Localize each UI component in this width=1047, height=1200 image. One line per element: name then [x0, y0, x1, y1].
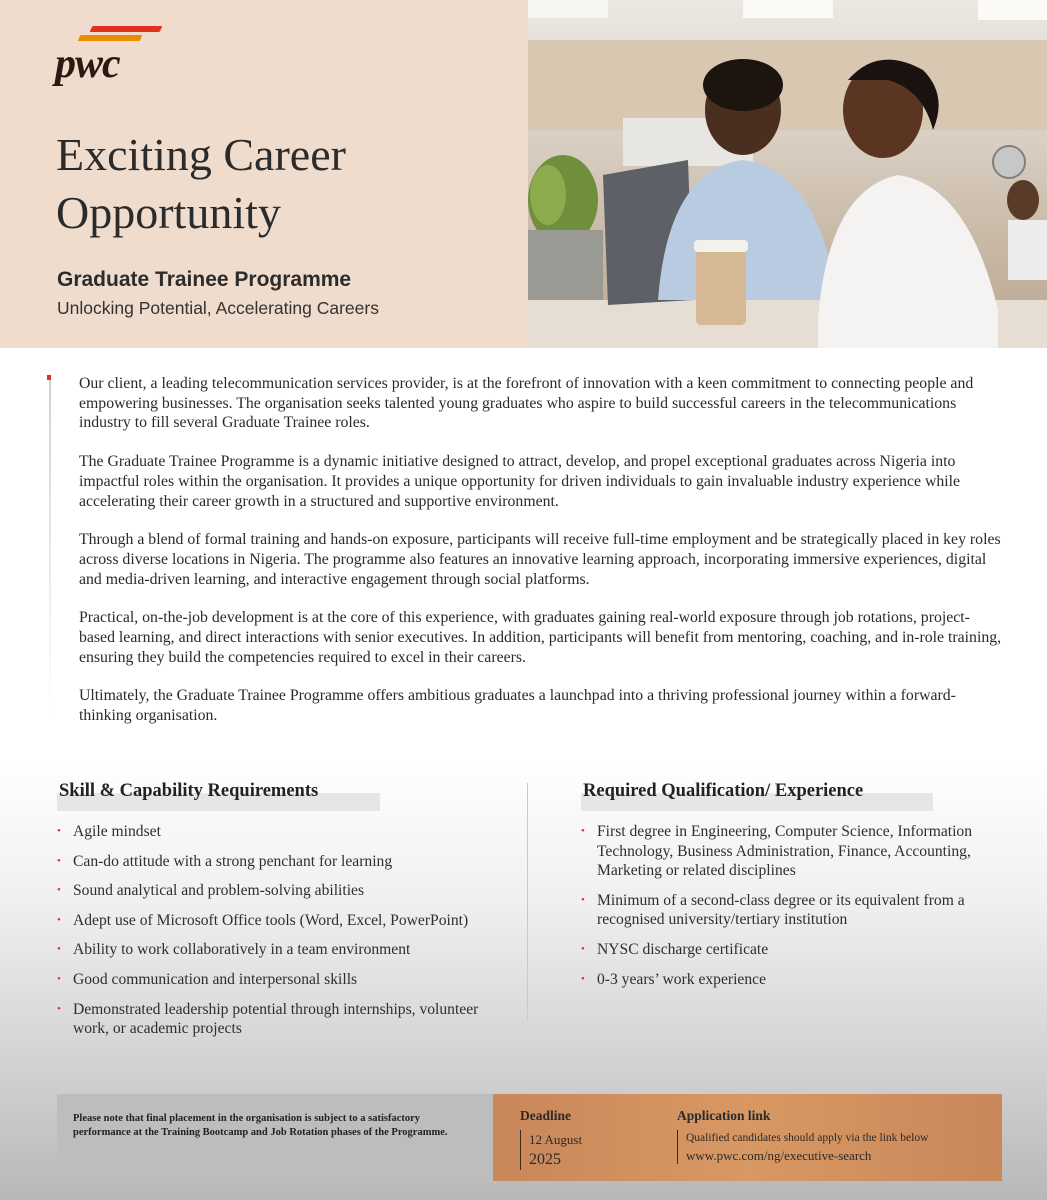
accent-line — [49, 376, 51, 716]
qualifications-list — [581, 822, 1011, 999]
list-item: • Agile mindset — [57, 822, 497, 842]
skills-list — [57, 822, 497, 1049]
placement-note: Please note that final placement in the organisation is subject to a satisfactory performance at the Training Bootcamp and Job Rotation phases of the Programme. — [73, 1113, 448, 1138]
hero-panel — [0, 0, 528, 348]
application-panel — [493, 1094, 1002, 1181]
list-item: • Ability to work collaboratively in a team environment — [57, 940, 497, 960]
intro-paragraph: The Graduate Trainee Programme is a dynamic initiative designed to attract, develop, and propel exceptional graduates across Nigeria into impactful roles within the organisation. It provides a unique opportunity for driven individuals to gain invaluable industry experience while accelerating their career growth in a structured and supportive environment. — [79, 453, 961, 510]
list-item: • 0-3 years’ work experience — [581, 970, 1011, 990]
column-divider — [527, 783, 528, 1021]
skills-heading: Skill & Capability Requirements — [57, 780, 380, 807]
list-item: • Good communication and interpersonal skills — [57, 970, 497, 990]
title-line-1: Exciting Career — [56, 129, 346, 180]
footer-bar — [57, 1094, 1002, 1181]
logo-red-bar — [90, 26, 163, 32]
intro-paragraph: Our client, a leading telecommunication services provider, is at the forefront of innovation with a keen commitment to connecting people and empowering businesses. The organisation seeks talented young graduates who aspire to build successful careers in the telecommunications industry to fill several Graduate Trainee roles. — [79, 375, 974, 432]
intro-paragraph: Ultimately, the Graduate Trainee Programme offers ambitious graduates a launchpad into a thriving professional journey within a forward-thinking organisation. — [79, 687, 956, 725]
tagline: Unlocking Potential, Accelerating Careers — [57, 298, 379, 318]
accent-marker — [47, 375, 51, 380]
list-item: • NYSC discharge certificate — [581, 940, 1011, 960]
intro-paragraph: Through a blend of formal training and hands-on exposure, participants will receive full-time employment and be strategically placed in key roles across diverse locations in Nigeria. The programme also features an innovative learning approach, incorporating immersive experiences, digital and media-driven learning, and interactive engagement through social platforms. — [79, 531, 1001, 588]
application-link[interactable]: www.pwc.com/ng/executive-search — [686, 1148, 872, 1163]
office-photo-illustration — [528, 0, 1047, 348]
hero-photo — [528, 0, 1047, 348]
pwc-logo — [55, 22, 165, 87]
list-item: • Demonstrated leadership potential through internships, volunteer work, or academic projects — [57, 1000, 497, 1039]
application-instruction: Qualified candidates should apply via the link below — [686, 1132, 929, 1144]
deadline-label: Deadline — [520, 1108, 572, 1123]
list-item: • Sound analytical and problem-solving abilities — [57, 881, 497, 901]
application-link-label: Application link — [677, 1108, 771, 1123]
list-item: • Minimum of a second-class degree or its equivalent from a recognised university/tertiary institution — [581, 891, 1011, 930]
application-link-box — [677, 1130, 928, 1164]
intro-paragraph: Practical, on-the-job development is at the core of this experience, with graduates gaining real-world exposure through job rotations, project-based learning, and direct interactions with senior executives. In addition, participants will benefit from mentoring, coaching, and in-role training, ensuring they build the competencies required to excel in their careers. — [79, 609, 1002, 666]
deadline-year: 2025 — [529, 1151, 561, 1168]
deadline-date: 12 August — [529, 1132, 583, 1147]
title-line-2: Opportunity — [56, 187, 281, 238]
intro-text — [79, 374, 1004, 745]
list-item: • First degree in Engineering, Computer Science, Information Technology, Business Administration, Finance, Accounting, Marketing or related disciplines — [581, 822, 1011, 881]
logo-text: pwc — [55, 41, 120, 87]
deadline-value — [520, 1130, 582, 1170]
programme-name: Graduate Trainee Programme — [57, 268, 352, 291]
page-title — [56, 126, 516, 242]
list-item: • Adept use of Microsoft Office tools (Word, Excel, PowerPoint) — [57, 911, 497, 931]
list-item: • Can-do attitude with a strong penchant for learning — [57, 852, 497, 872]
qualifications-heading: Required Qualification/ Experience — [581, 780, 933, 807]
